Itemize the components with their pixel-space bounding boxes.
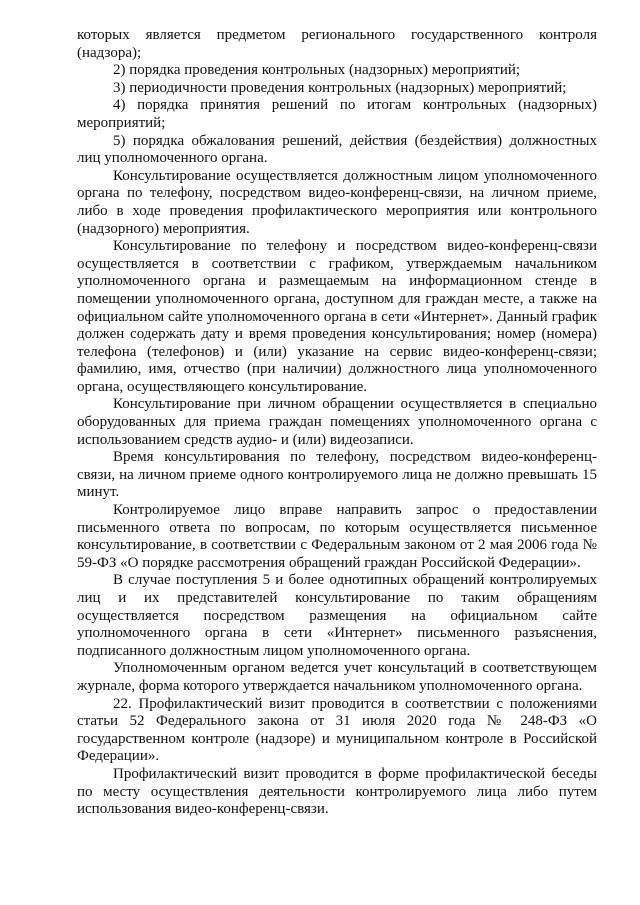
paragraph-consulting-time: Время консультирования по телефону, посредством видео-конференц-связи, на личном приеме одного контролируемого лица не должно превышать 15 минут.: [77, 449, 597, 501]
paragraph-personal-consulting: Консультирование при личном обращении осуществляется в специально оборудованных для приема граждан помещениях уполномоченного органа с использованием средств аудио- и (или) видеозаписи.: [77, 396, 597, 448]
list-item-2: 2) порядка проведения контрольных (надзорных) мероприятий;: [113, 62, 521, 79]
paragraph-consulting-journal: Уполномоченным органом ведется учет консультаций в соответствующем журнале, форма которого утверждается начальником уполномоченного органа.: [77, 660, 597, 694]
paragraph-consulting-schedule: Консультирование по телефону и посредством видео-конференц-связи осуществляется в соответствии с графиком, утверждаемым начальником уполномоченного органа и размещаемым на информационном стенде в помещении уполномоченного органа, доступном для граждан месте, а также на официальном сайте уполномоченного органа в сети «Интернет». Данный график должен содержать дату и время проведения консультирования; номер (номера) телефона (телефонов) и (или) указание на сервис видео-конференц-связи; фамилию, имя, отчество (при наличии) должностного лица уполномоченного органа, осуществляющего консультирование.: [77, 238, 597, 395]
paragraph-consulting-methods: Консультирование осуществляется должностным лицом уполномоченного органа по телефону, посредством видео-конференц-связи, на личном приеме, либо в ходе проведения профилактического мероприятия или контрольного (надзорного) мероприятия.: [77, 167, 597, 237]
paragraph-preventive-visit-form: Профилактический визит проводится в форме профилактической беседы по месту осуществления деятельности контролируемого лица либо путем использования видео-конференц-связи.: [77, 765, 597, 818]
paragraph-written-request: Контролируемое лицо вправе направить запрос о предоставлении письменного ответа по вопросам, по которым осуществляется письменное консультирование, в соответствии с Федеральным законом от 2 мая 2006 года № 59-ФЗ «О порядке рассмотрения обращений граждан Российской Федерации».: [77, 502, 597, 571]
document-page: [77, 27, 597, 819]
list-item-3: 3) периодичности проведения контрольных (надзорных) мероприятий;: [113, 79, 567, 96]
list-item-5: 5) порядка обжалования решений, действия (бездействия) должностных лиц уполномоченного органа.: [77, 132, 597, 167]
paragraph-continuation: которых является предметом регионального государственного контроля (надзора);: [77, 27, 597, 61]
paragraph-preventive-visit: 22. Профилактический визит проводится в соответствии с положениями статьи 52 Федерального закона от 31 июля 2020 года № 248-ФЗ «О государственном контроле (надзоре) и муниципальном контроле в Российской Федерации».: [77, 695, 597, 765]
paragraph-similar-requests: В случае поступления 5 и более однотипных обращений контролируемых лиц и их представителей консультирование по таким обращениям осуществляется посредством размещения на официальном сайте уполномоченного органа в сети «Интернет» письменного разъяснения, подписанного должностным лицом уполномоченного органа.: [77, 572, 597, 659]
list-item-4: 4) порядка принятия решений по итогам контрольных (надзорных) мероприятий;: [77, 97, 597, 131]
